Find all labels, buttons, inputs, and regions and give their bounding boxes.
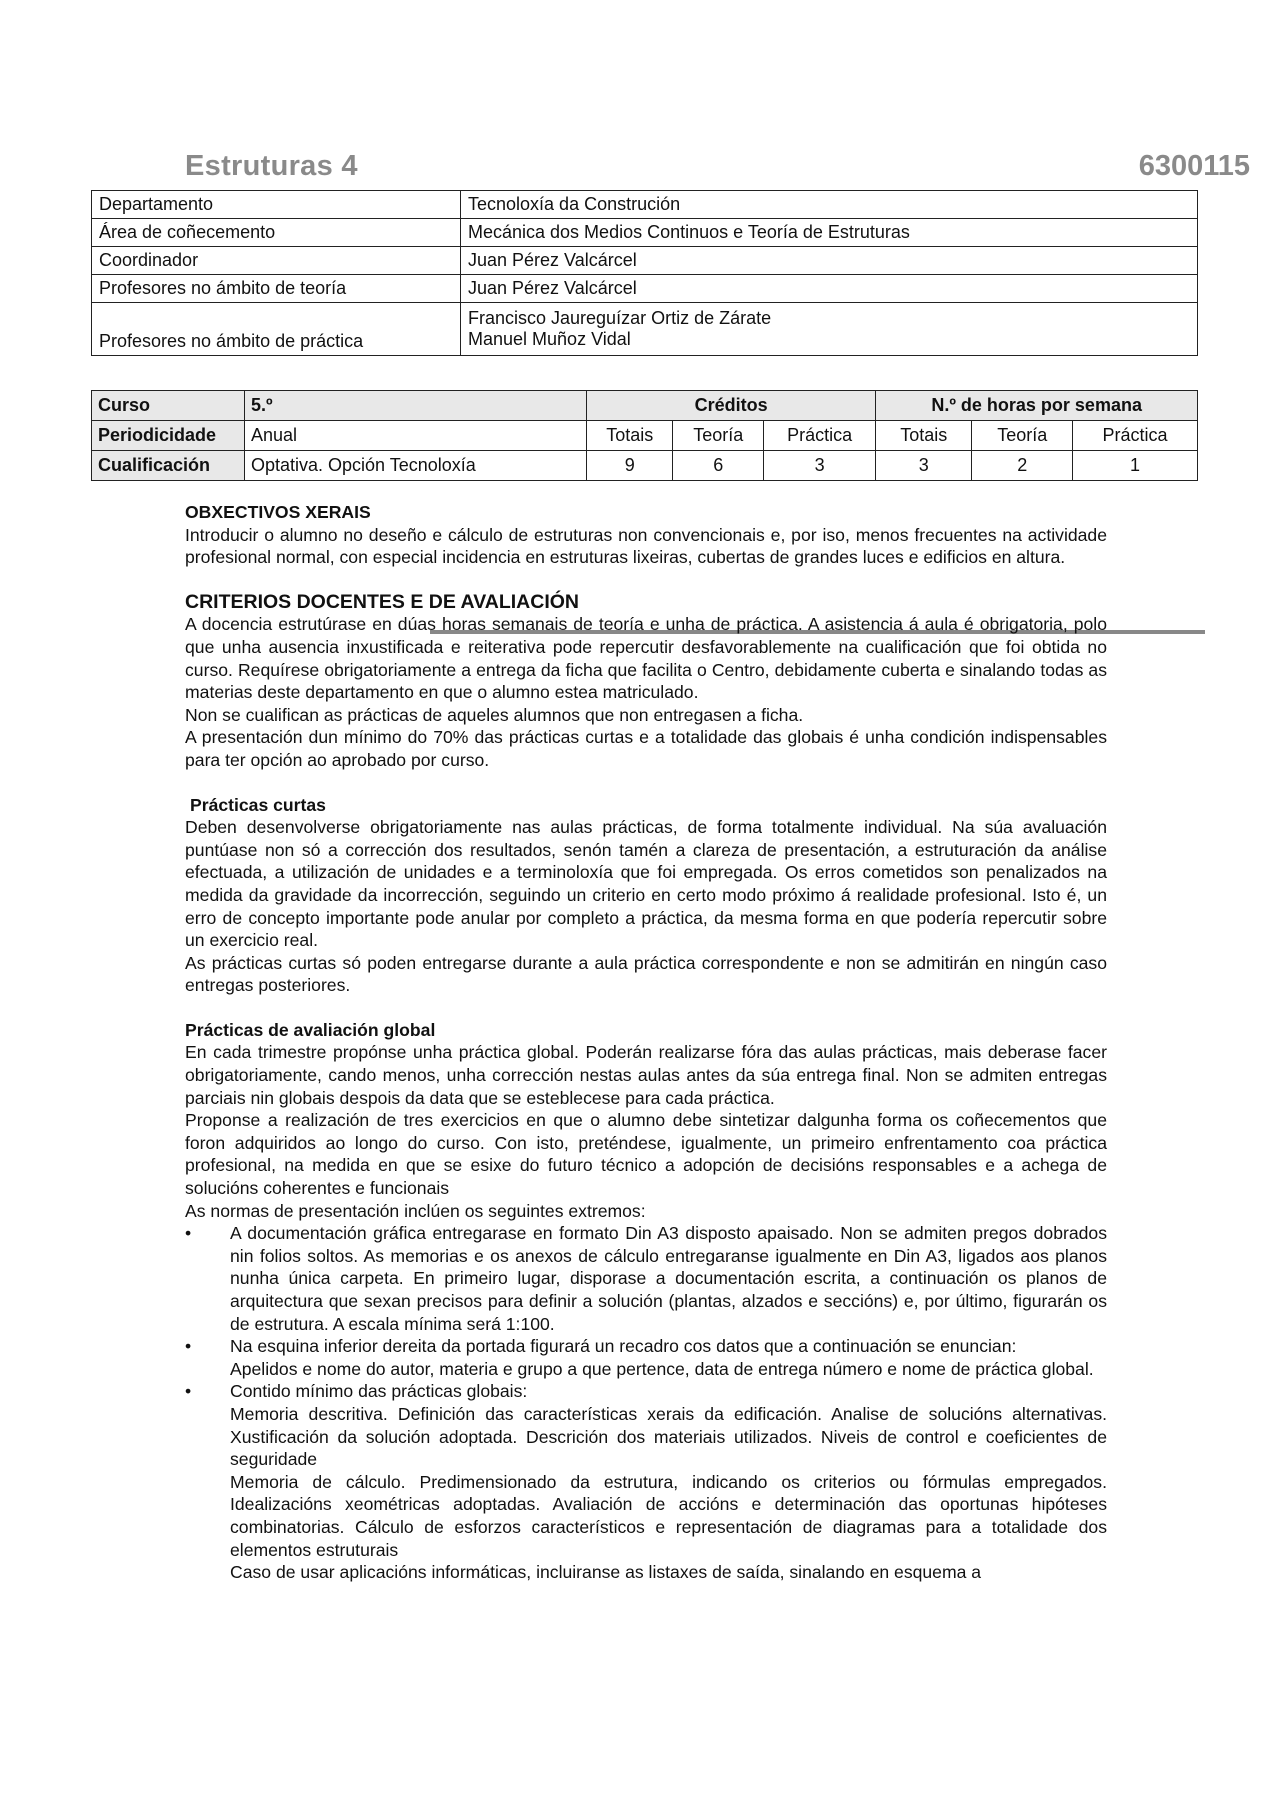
course-code: 6300115 bbox=[1138, 150, 1250, 182]
global-practices-paragraph: As normas de presentación inclúen os seguintes extremos: bbox=[185, 1200, 646, 1221]
cell-label: Coordinador bbox=[92, 247, 461, 275]
list-item bbox=[230, 1380, 1107, 1583]
list-item bbox=[230, 1222, 1107, 1335]
sub-header: Práctica bbox=[1073, 421, 1198, 451]
sub-header: Teoría bbox=[972, 421, 1073, 451]
curso-label: Curso bbox=[92, 391, 245, 421]
objectives-text: Introducir o alumno no deseño e cálculo de estruturas non convencionais e, por iso, menos frecuentes na actividade profesional normal, con especial incidencia en estruturas lixeiras, cubertas de grandes luces e edificios en altura. bbox=[185, 524, 1107, 568]
cualificacion-value: Optativa. Opción Tecnoloxía bbox=[245, 451, 587, 481]
global-practices-heading: Prácticas de avaliación global bbox=[185, 1019, 436, 1040]
short-practices-paragraph: Deben desenvolverse obrigatoriamente nas aulas prácticas, de forma totalmente individual. Na súa avaluación puntúase non só a corrección dos resultados, senón tamén a clareza de presentación, a estruturación da análise efectuada, a utilización de unidades e a terminoloxía que foi empregada. Os erros cometidos son penalizados na medida da gravidade da incorrección, seguindo un criterio en certo modo próximo á realidade profesional. Isto é, un erro de concepto importante pode anular por completo a práctica, da mesma forma en que podería repercutir sobre un exercicio real. bbox=[185, 817, 1107, 951]
table-row bbox=[92, 275, 1198, 303]
value-cell: 3 bbox=[764, 451, 876, 481]
table-row bbox=[92, 191, 1198, 219]
cell-label: Departamento bbox=[92, 191, 461, 219]
cualificacion-label: Cualificación bbox=[92, 451, 245, 481]
table-row bbox=[92, 421, 1198, 451]
practice-professor: Manuel Muñoz Vidal bbox=[468, 329, 631, 349]
sub-header: Totais bbox=[876, 421, 972, 451]
value-cell: 1 bbox=[1073, 451, 1198, 481]
list-item-text: Memoria descritiva. Definición das características xerais da edificación. Analise de solucións alternativas. Xustificación da solución adoptada. Descrición dos materiais utilizados. Niveis de control e coeficientes de seguridade bbox=[230, 1403, 1107, 1470]
list-item-text: Apelidos e nome do autor, materia e grupo a que pertence, data de entrega número e nome de práctica global. bbox=[230, 1358, 1094, 1379]
presentation-rules-list bbox=[185, 1222, 1107, 1584]
horas-header: N.º de horas por semana bbox=[876, 391, 1198, 421]
curso-value: 5.º bbox=[245, 391, 587, 421]
creditos-header: Créditos bbox=[587, 391, 876, 421]
value-cell: 6 bbox=[673, 451, 764, 481]
short-practices-paragraph: As prácticas curtas só poden entregarse durante a aula práctica correspondente e non se admitirán en ningún caso entregas posteriores. bbox=[185, 952, 1107, 996]
global-practices-paragraph: En cada trimestre propónse unha práctica global. Poderán realizarse fóra das aulas prácticas, mais deberase facer obrigatoriamente, cando menos, unha corrección nestas aulas antes da súa entrega final. Non se admiten entregas parciais nin globais despois da data que se esteblecese para cada práctica. bbox=[185, 1042, 1107, 1108]
criteria-paragraph: A docencia estrutúrase en dúas horas semanais de teoría e unha de práctica. A asistencia á aula é obrigatoria, polo que unha ausencia inxustificada e reiterativa pode repercutir desfavorablemente na cualificación que foi obtida no curso. Requírese obrigatoriamente a entrega da ficha que facilita o Centro, debidamente cuberta e sinalando todas as materias deste departamento en que o alumno estea matriculado. bbox=[185, 614, 1107, 703]
page-header bbox=[185, 150, 1250, 190]
practice-professor: Francisco Jaureguízar Ortiz de Zárate bbox=[468, 308, 772, 328]
cell-value: Tecnoloxía da Construción bbox=[461, 191, 1198, 219]
short-practices-heading: Prácticas curtas bbox=[190, 794, 326, 815]
criteria-heading: CRITERIOS DOCENTES E DE AVALIACIÓN bbox=[185, 590, 579, 613]
list-item-text: • A documentación gráfica entregarase en formato Din A3 disposto apaisado. Non se admiten pregos dobrados nin folios soltos. As memorias e os anexos de cálculo entregaranse igualmente en Din A3, ligados aos planos nunha única carpeta. En primeiro lugar, disporase a documentación escrita, a continuación os planos de arquitectura que sexan precisos para definir a solución (plantas, alzados e seccións) e, por último, figurarán os de estrutura. A escala mínima será 1:100. bbox=[230, 1223, 1107, 1334]
sub-header: Práctica bbox=[764, 421, 876, 451]
objectives-heading: OBXECTIVOS XERAIS bbox=[185, 502, 371, 522]
page-title: Estruturas 4 bbox=[185, 150, 358, 182]
criteria-paragraph: Non se cualifican as prácticas de aqueles alumnos que non entregasen a ficha. bbox=[185, 704, 804, 725]
course-table bbox=[91, 390, 1198, 481]
table-row bbox=[92, 451, 1198, 481]
cell-value: Juan Pérez Valcárcel bbox=[461, 247, 1198, 275]
cell-value: Juan Pérez Valcárcel bbox=[461, 275, 1198, 303]
value-cell: 2 bbox=[972, 451, 1073, 481]
document-body bbox=[185, 501, 1107, 1584]
periodicidade-value: Anual bbox=[245, 421, 587, 451]
list-item-text: Memoria de cálculo. Predimensionado da estrutura, indicando os criterios ou fórmulas empregados. Idealizacións xeométricas adoptadas. Avaliación de accións e determinación das oportunas hipóteses combinatorias. Cálculo de esforzos característicos e representación de diagramas para a totalidade dos elementos estruturais bbox=[230, 1471, 1107, 1560]
cell-label: Profesores no ámbito de teoría bbox=[92, 275, 461, 303]
table-row bbox=[92, 219, 1198, 247]
cell-label: Profesores no ámbito de práctica bbox=[92, 303, 461, 356]
cell-value bbox=[461, 303, 1198, 356]
list-item-text: Caso de usar aplicacións informáticas, incluiranse as listaxes de saída, sinalando en esquema a bbox=[230, 1562, 982, 1583]
cell-label: Área de coñecemento bbox=[92, 219, 461, 247]
table-row bbox=[92, 303, 1198, 356]
criteria-paragraph: A presentación dun mínimo do 70% das prácticas curtas e a totalidade das globais é unha condición indispensables para ter opción ao aprobado por curso. bbox=[185, 727, 1107, 770]
value-cell: 3 bbox=[876, 451, 972, 481]
list-item-text: • Na esquina inferior dereita da portada figurará un recadro cos datos que a continuación se enuncian: bbox=[230, 1336, 1017, 1357]
cell-value: Mecánica dos Medios Continuos e Teoría de Estruturas bbox=[461, 219, 1198, 247]
value-cell: 9 bbox=[587, 451, 673, 481]
list-item bbox=[230, 1335, 1107, 1380]
sub-header: Teoría bbox=[673, 421, 764, 451]
info-table bbox=[91, 190, 1198, 356]
global-practices-paragraph: Proponse a realización de tres exercicios en que o alumno debe sintetizar dalgunha forma os coñecementos que foron adquiridos ao longo do curso. Con isto, preténdese, igualmente, un primeiro enfrentamento coa práctica profesional, na medida en que se esixe do futuro técnico a adopción de decisións responsables e a achega de solucións coherentes e funcionais bbox=[185, 1110, 1107, 1199]
sub-header: Totais bbox=[587, 421, 673, 451]
table-row bbox=[92, 247, 1198, 275]
list-item-text: • Contido mínimo das prácticas globais: bbox=[230, 1381, 528, 1402]
periodicidade-label: Periodicidade bbox=[92, 421, 245, 451]
table-row bbox=[92, 391, 1198, 421]
